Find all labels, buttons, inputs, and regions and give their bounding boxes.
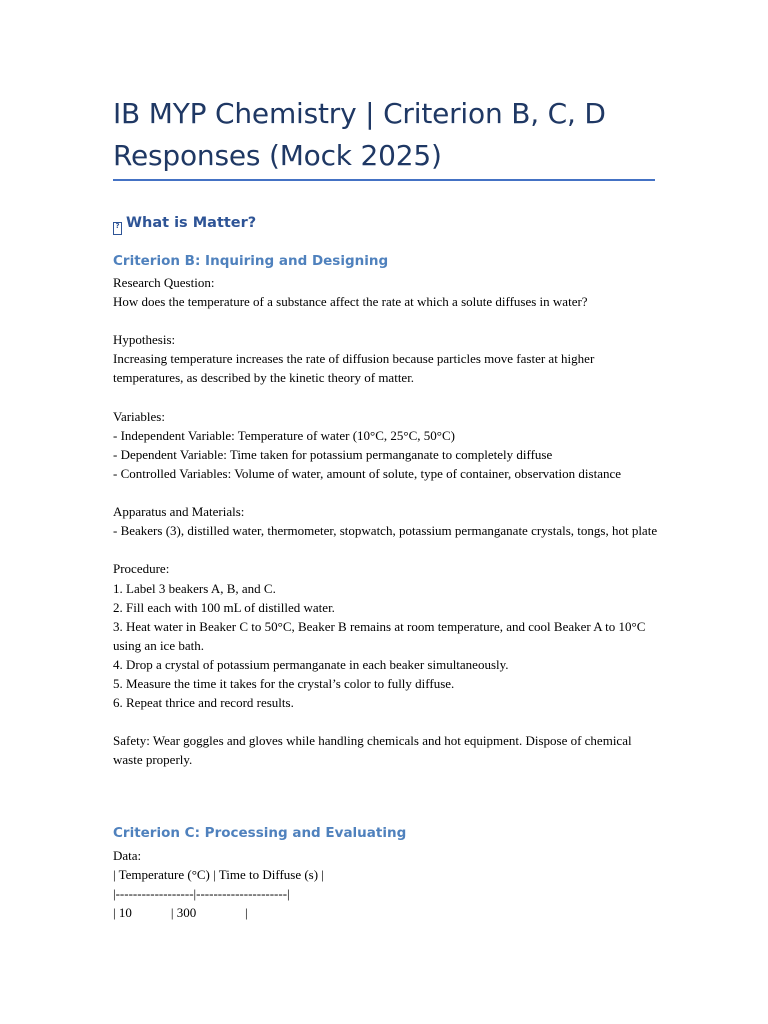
procedure-label: Procedure:: [113, 561, 170, 577]
variable-item: - Independent Variable: Temperature of water (10°C, 25°C, 50°C): [113, 427, 455, 443]
data-label: Data:: [113, 848, 142, 863]
procedure-step: 2. Fill each with 100 mL of distilled water.: [113, 599, 335, 615]
variable-item: - Controlled Variables: Volume of water, amount of solute, type of container, observation distance: [113, 465, 622, 481]
research-question-text: How does the temperature of a substance affect the rate at which a solute diffuses in water?: [113, 294, 588, 310]
procedure-step: 5. Measure the time it takes for the crystal’s color to fully diffuse.: [113, 675, 455, 691]
data-table-line: | 10 | 300 |: [113, 905, 248, 921]
procedure-step: 6. Repeat thrice and record results.: [113, 695, 294, 711]
missing-glyph-icon: ?: [113, 222, 122, 235]
criterion-c-body: [113, 846, 658, 922]
topic-heading-text: What is Matter?: [126, 215, 257, 231]
criterion-b-body: [113, 273, 658, 769]
data-table-line: |------------------|---------------------|: [113, 886, 290, 902]
variables-label: Variables:: [113, 408, 165, 424]
research-question-label: Research Question:: [113, 275, 215, 290]
safety-text: Safety: Wear goggles and gloves while handling chemicals and hot equipment. Dispose of chemical waste properly.: [113, 733, 632, 768]
apparatus-label: Apparatus and Materials:: [113, 504, 245, 520]
variable-item: - Dependent Variable: Time taken for potassium permanganate to completely diffuse: [113, 446, 553, 462]
document-title: IB MYP Chemistry | Criterion B, C, D Responses (Mock 2025): [113, 97, 606, 172]
title-underline: [113, 179, 655, 181]
hypothesis-text: Increasing temperature increases the rate of diffusion because particles move faster at higher temperatures, as described by the kinetic theory of matter.: [113, 351, 595, 386]
procedure-step: 1. Label 3 beakers A, B, and C.: [113, 580, 276, 596]
data-table-line: | Temperature (°C) | Time to Diffuse (s) |: [113, 867, 324, 883]
apparatus-text: - Beakers (3), distilled water, thermometer, stopwatch, potassium permanganate crystals, tongs, hot plate: [113, 523, 658, 539]
hypothesis-label: Hypothesis:: [113, 332, 176, 348]
topic-heading: [113, 211, 256, 235]
criterion-b-heading: Criterion B: Inquiring and Designing: [113, 253, 389, 269]
procedure-step: 4. Drop a crystal of potassium permanganate in each beaker simultaneously.: [113, 656, 509, 672]
procedure-step: 3. Heat water in Beaker C to 50°C, Beaker B remains at room temperature, and cool Beaker A to 10°C using an ice bath.: [113, 618, 646, 653]
criterion-c-heading: Criterion C: Processing and Evaluating: [113, 825, 407, 841]
